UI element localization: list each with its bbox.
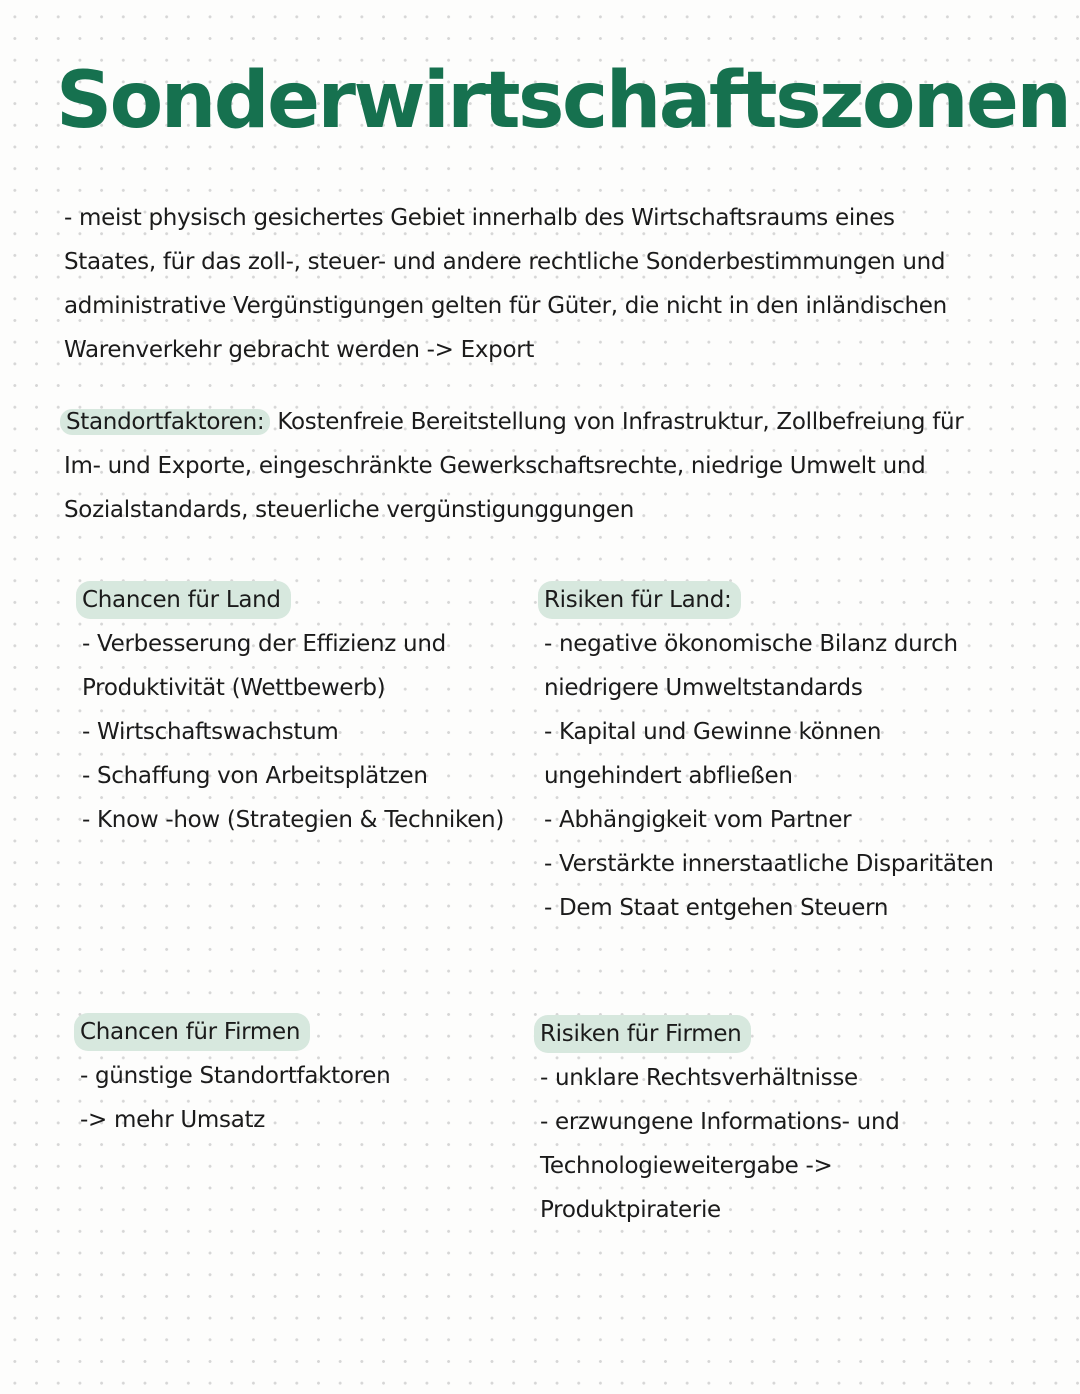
- chancen-firmen-heading: Chancen für Firmen: [74, 1013, 310, 1051]
- list-item: -> mehr Umsatz: [80, 1107, 265, 1133]
- list-item: - erzwungene Informations- und Technologieweitergabe -> Produktpiraterie: [540, 1109, 900, 1223]
- risiken-firmen-list: [540, 1056, 980, 1232]
- risiken-firmen-section: [540, 1012, 980, 1232]
- list-item: - Kapital und Gewinne können ungehindert abfließen: [544, 719, 882, 789]
- chancen-land-list: [82, 622, 512, 842]
- standortfaktoren-label: Standortfaktoren:: [60, 409, 270, 435]
- list-item: - unklare Rechtsverhältnisse: [540, 1065, 858, 1091]
- standortfaktoren-paragraph: [64, 400, 964, 532]
- standortfaktoren-text: Kostenfreie Bereitstellung von Infrastruktur, Zollbefreiung für Im- und Exporte, eingeschränkte Gewerkschaftsrechte, niedrige Umwelt und Sozialstandards, steuerliche vergünstigunggungen: [64, 409, 964, 523]
- chancen-firmen-section: [80, 1010, 510, 1142]
- chancen-firmen-list: [80, 1054, 510, 1142]
- page-title: Sonderwirtschaftszonen: [56, 56, 1070, 146]
- list-item: - Abhängigkeit vom Partner: [544, 807, 852, 833]
- list-item: - Verbesserung der Effizienz und Produktivität (Wettbewerb): [82, 631, 446, 701]
- list-item: - negative ökonomische Bilanz durch niedrigere Umweltstandards: [544, 631, 958, 701]
- list-item: - Dem Staat entgehen Steuern: [544, 895, 889, 921]
- risiken-land-section: [544, 578, 994, 930]
- list-item: - Wirtschaftswachstum: [82, 719, 339, 745]
- risiken-land-list: [544, 622, 994, 930]
- list-item: - Know -how (Strategien & Techniken): [82, 807, 505, 833]
- risiken-firmen-heading: Risiken für Firmen: [534, 1015, 751, 1053]
- risiken-land-heading: Risiken für Land:: [538, 581, 741, 619]
- list-item: - Schaffung von Arbeitsplätzen: [82, 763, 428, 789]
- list-item: - günstige Standortfaktoren: [80, 1063, 391, 1089]
- chancen-land-heading: Chancen für Land: [76, 581, 291, 619]
- definition-paragraph: - meist physisch gesichertes Gebiet innerhalb des Wirtschaftsraums eines Staates, für das zoll-, steuer- und andere rechtliche Sonderbestimmungen und administrative Vergünstigungen gelten für Güter, die nicht in den inländischen Warenverkehr gebracht werden -> Export: [64, 205, 947, 363]
- chancen-land-section: [82, 578, 512, 842]
- list-item: - Verstärkte innerstaatliche Disparitäten: [544, 851, 994, 877]
